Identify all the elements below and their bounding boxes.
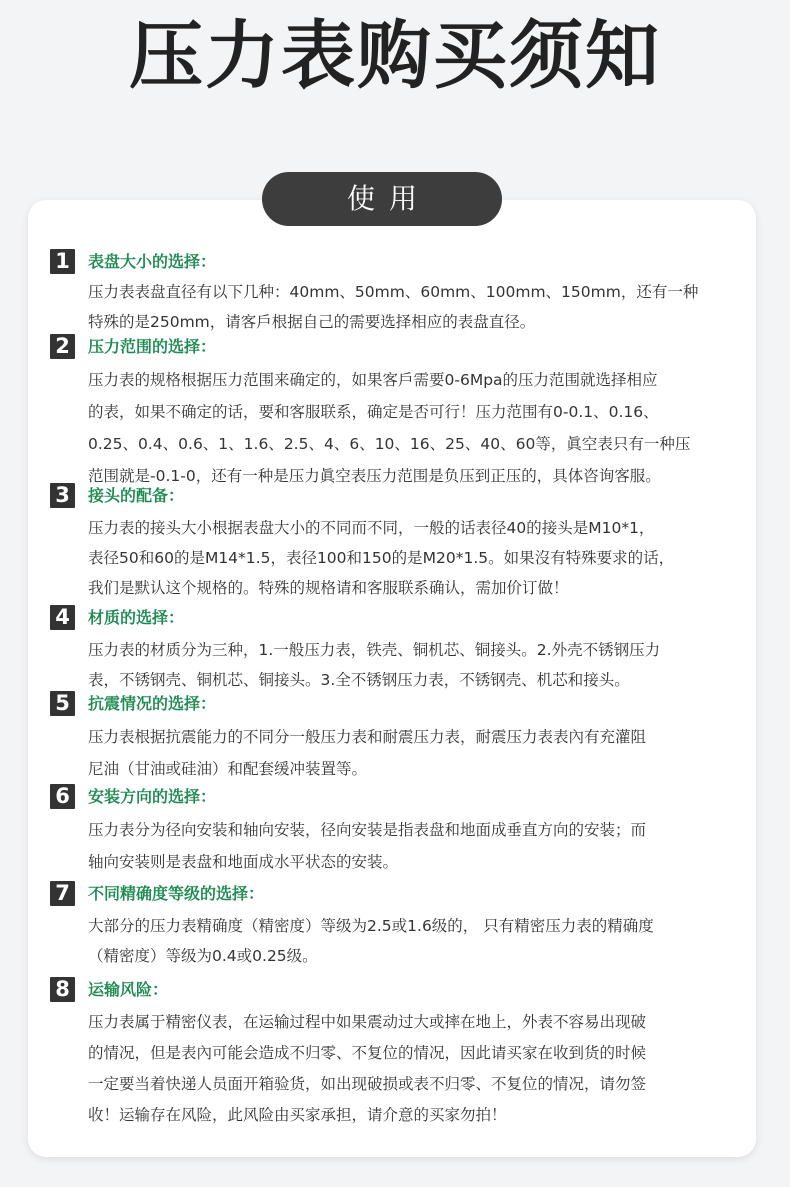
section-title-shock-resistance: 抗震情况的选择： bbox=[88, 694, 217, 713]
number-badge-6: 6 bbox=[50, 784, 75, 809]
section-title-material: 材质的选择： bbox=[88, 608, 185, 627]
section-title-accuracy: 不同精确度等级的选择： bbox=[88, 884, 265, 903]
text-line: 表径50和60的是M14*1.5，表径100和150的是M20*1.5。如果沒有特殊要求的话， bbox=[88, 549, 675, 567]
text-line: 轴向安装则是表盘和地面成水平状态的安装。 bbox=[88, 853, 399, 871]
number-badge-3: 3 bbox=[50, 483, 75, 508]
number-badge-5: 5 bbox=[50, 691, 75, 716]
section-1 bbox=[50, 248, 740, 337]
section-8 bbox=[50, 976, 740, 1131]
number-badge-4: 4 bbox=[50, 605, 75, 630]
number-badge-2: 2 bbox=[50, 334, 75, 359]
section-title-dial-size: 表盘大小的选择： bbox=[88, 252, 217, 271]
section-4 bbox=[50, 604, 740, 695]
section-body bbox=[88, 364, 740, 492]
text-line: 我们是默认这个规格的。特殊的规格请和客服联系确认，需加价订做！ bbox=[88, 579, 569, 597]
text-line: 尼油（甘油或硅油）和配套缓冲装置等。 bbox=[88, 760, 368, 778]
text-line: 的情况，但是表內可能会造成不归零、不复位的情况，因此请买家在收到货的时候 bbox=[88, 1044, 647, 1062]
text-line: 压力表的材质分为三种，1.一般压力表，铁壳、铜机芯、铜接头。2.外壳不锈钢压力 bbox=[88, 641, 661, 659]
section-5 bbox=[50, 690, 740, 785]
text-line: 的表，如果不确定的话，要和客服联系，确定是否可行！压力范围有0-0.1、0.16、 bbox=[88, 403, 659, 421]
section-body bbox=[88, 814, 740, 878]
number-badge-1: 1 bbox=[50, 249, 75, 274]
text-line: 范围就是-0.1-0，还有一种是压力眞空表压力范围是负压到正压的，具体咨询客服。 bbox=[88, 467, 661, 485]
section-pill-usage: 使用 bbox=[262, 172, 502, 226]
section-body bbox=[88, 277, 740, 337]
section-body bbox=[88, 721, 740, 785]
text-line: 收！运输存在风险，此风险由买家承担，请介意的买家勿拍！ bbox=[88, 1106, 507, 1124]
text-line: （精密度）等级为0.4或0.25级。 bbox=[88, 947, 318, 965]
text-line: 压力表属于精密仪表，在运输过程中如果震动过大或摔在地上，外表不容易出现破 bbox=[88, 1013, 647, 1031]
text-line: 压力表根据抗震能力的不同分一般压力表和耐震压力表，耐震压力表表內有充灌阻 bbox=[88, 728, 647, 746]
section-title-connector: 接头的配备： bbox=[88, 486, 185, 505]
section-body bbox=[88, 911, 740, 971]
text-line: 大部分的压力表精确度（精密度）等级为2.5或1.6级的， 只有精密压力表的精确度 bbox=[88, 917, 654, 935]
section-3 bbox=[50, 482, 740, 603]
number-badge-8: 8 bbox=[50, 977, 75, 1002]
section-title-pressure-range: 压力范围的选择： bbox=[88, 337, 217, 356]
number-badge-7: 7 bbox=[50, 881, 75, 906]
text-line: 表，不锈钢壳、铜机芯、铜接头。3.全不锈钢压力表，不锈钢壳、机芯和接头。 bbox=[88, 671, 630, 689]
section-title-mounting: 安装方向的选择： bbox=[88, 787, 217, 806]
section-body bbox=[88, 1007, 740, 1131]
section-7 bbox=[50, 880, 740, 971]
text-line: 压力表的规格根据压力范围来确定的，如果客戶需要0-6Mpa的压力范围就选择相应 bbox=[88, 371, 658, 389]
section-2 bbox=[50, 333, 740, 492]
text-line: 压力表表盘直径有以下几种：40mm、50mm、60mm、100mm、150mm，还有一种 bbox=[88, 283, 699, 301]
text-line: 0.25、0.4、0.6、1、1.6、2.5、4、6、10、16、25、40、60等，眞空表只有一种压 bbox=[88, 435, 691, 453]
section-6 bbox=[50, 783, 740, 878]
text-line: 压力表分为径向安装和轴向安装，径向安装是指表盘和地面成垂直方向的安装；而 bbox=[88, 821, 647, 839]
section-body bbox=[88, 635, 740, 695]
text-line: 压力表的接头大小根据表盘大小的不同而不同，一般的话表径40的接头是M10*1， bbox=[88, 519, 655, 537]
section-title-shipping-risk: 运输风险： bbox=[88, 980, 169, 999]
section-body bbox=[88, 513, 740, 603]
page-title: 压力表购买须知 bbox=[129, 13, 661, 99]
text-line: 特殊的是250mm，请客戶根据自己的需要选择相应的表盘直径。 bbox=[88, 313, 536, 331]
text-line: 一定要当着快递人员面开箱验货，如出现破损或表不归零、不复位的情况，请勿签 bbox=[88, 1075, 647, 1093]
